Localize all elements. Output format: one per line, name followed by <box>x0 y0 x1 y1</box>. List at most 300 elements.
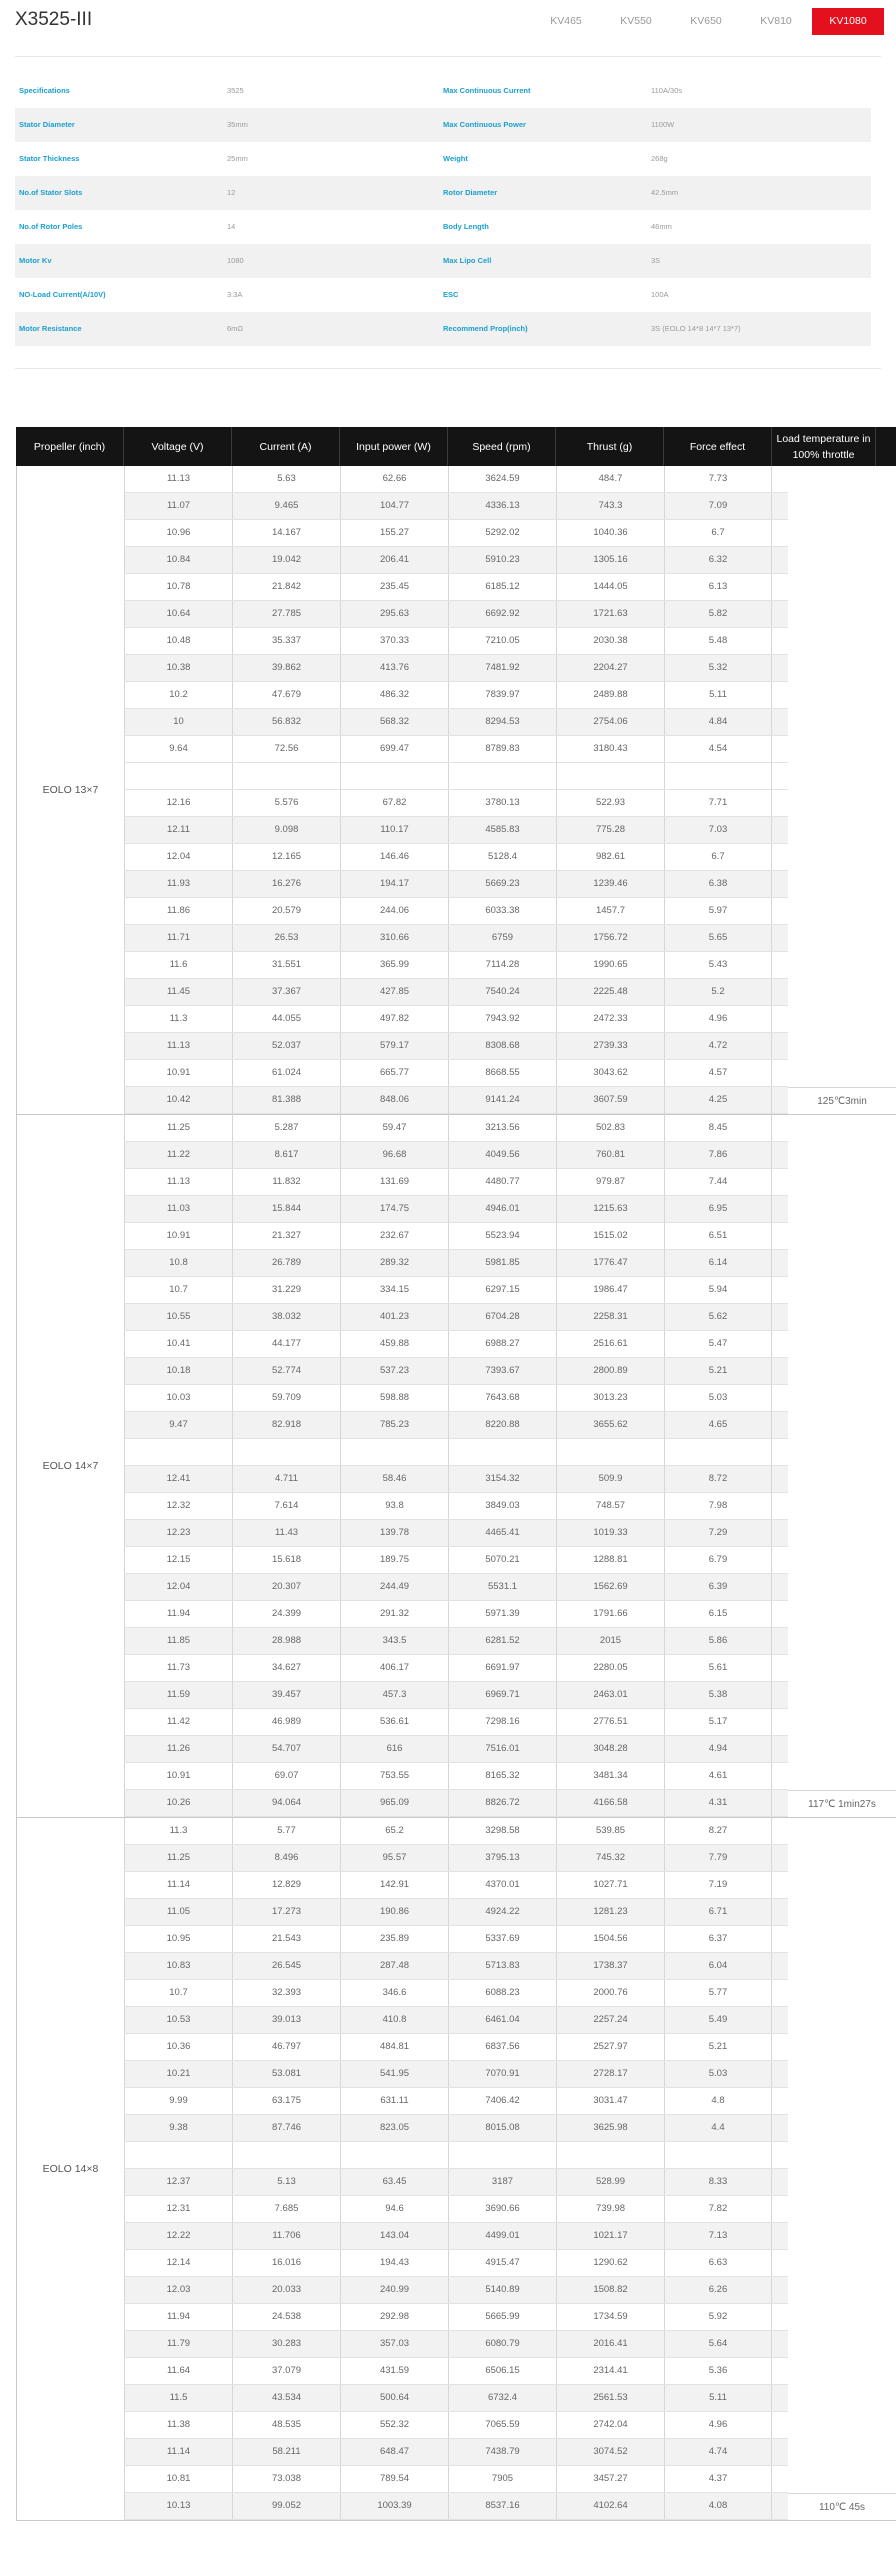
table-cell: 10.7 <box>124 1277 232 1303</box>
table-cell: 7.44 <box>664 1169 772 1195</box>
table-cell: 10.13 <box>124 2493 232 2519</box>
propeller-name: EOLO 14×8 <box>16 1818 124 2520</box>
table-row <box>124 628 788 655</box>
table-cell: 287.48 <box>340 1953 448 1979</box>
table-cell: 7905 <box>448 2466 556 2492</box>
table-cell: 11.64 <box>124 2358 232 2384</box>
table-cell: 39.862 <box>232 655 340 681</box>
spec-value: 25mm <box>227 154 248 163</box>
table-cell: 5531.1 <box>448 1574 556 1600</box>
table-row <box>124 844 788 871</box>
table-cell: 11.86 <box>124 898 232 924</box>
table-cell: 44.055 <box>232 1006 340 1032</box>
table-cell: 5140.89 <box>448 2277 556 2303</box>
table-cell: 537.23 <box>340 1358 448 1384</box>
table-cell: 5.21 <box>664 2034 772 2060</box>
table-row <box>124 2385 788 2412</box>
table-cell: 21.842 <box>232 574 340 600</box>
table-cell: 11.13 <box>124 466 232 492</box>
table-cell: 12.04 <box>124 844 232 870</box>
load-temperature-column <box>788 466 896 1114</box>
table-cell: 12.829 <box>232 1872 340 1898</box>
table-cell: 7.71 <box>664 790 772 816</box>
propeller-name: EOLO 13×7 <box>16 466 124 1114</box>
table-cell: 194.43 <box>340 2250 448 2276</box>
table-cell <box>448 1439 556 1465</box>
table-cell: 12.11 <box>124 817 232 843</box>
table-row <box>124 2331 788 2358</box>
table-cell: 10.64 <box>124 601 232 627</box>
table-cell: 2000.76 <box>556 1980 664 2006</box>
table-cell: 5.03 <box>664 2061 772 2087</box>
table-cell: 5.21 <box>664 1358 772 1384</box>
table-row <box>124 817 788 844</box>
table-cell: 3031.47 <box>556 2088 664 2114</box>
tab-kv650[interactable]: KV650 <box>690 15 722 27</box>
table-cell: 5.13 <box>232 2169 340 2195</box>
table-cell: 131.69 <box>340 1169 448 1195</box>
table-cell: 10.91 <box>124 1763 232 1789</box>
table-cell: 34.627 <box>232 1655 340 1681</box>
spec-value: 14 <box>227 222 236 231</box>
table-cell: 6692.92 <box>448 601 556 627</box>
table-cell: 497.82 <box>340 1006 448 1032</box>
table-cell: 2472.33 <box>556 1006 664 1032</box>
table-cell: 401.23 <box>340 1304 448 1330</box>
table-cell: 1986.47 <box>556 1277 664 1303</box>
table-cell: 5.82 <box>664 601 772 627</box>
table-cell: 155.27 <box>340 520 448 546</box>
table-cell: 568.32 <box>340 709 448 735</box>
table-cell: 11.13 <box>124 1033 232 1059</box>
table-cell: 44.177 <box>232 1331 340 1357</box>
table-cell: 63.45 <box>340 2169 448 2195</box>
table-cell: 8.27 <box>664 1818 772 1844</box>
table-cell: 4.54 <box>664 736 772 762</box>
table-cell: 7438.79 <box>448 2439 556 2465</box>
table-cell: 1290.62 <box>556 2250 664 2276</box>
table-row <box>124 1520 788 1547</box>
table-cell: 46.989 <box>232 1709 340 1735</box>
table-row <box>124 2493 788 2520</box>
spacer-row <box>124 2142 788 2169</box>
table-cell: 12.15 <box>124 1547 232 1573</box>
table-cell: 10.84 <box>124 547 232 573</box>
table-row <box>124 1196 788 1223</box>
table-cell: 343.5 <box>340 1628 448 1654</box>
table-cell: 4.4 <box>664 2115 772 2141</box>
spec-key: Max Continuous Current <box>443 86 531 95</box>
table-cell: 81.388 <box>232 1087 340 1113</box>
table-cell: 4.25 <box>664 1087 772 1113</box>
table-cell: 10.83 <box>124 1953 232 1979</box>
table-cell: 2280.05 <box>556 1655 664 1681</box>
table-row <box>124 1115 788 1142</box>
table-row <box>124 952 788 979</box>
kv-tab-bar <box>530 8 884 35</box>
table-cell: 2739.33 <box>556 1033 664 1059</box>
table-cell: 26.789 <box>232 1250 340 1276</box>
table-cell: 3074.52 <box>556 2439 664 2465</box>
table-cell: 4.61 <box>664 1763 772 1789</box>
table-cell: 12.04 <box>124 1574 232 1600</box>
table-row <box>124 2169 788 2196</box>
table-row <box>124 2439 788 2466</box>
table-cell: 2561.53 <box>556 2385 664 2411</box>
spec-key: Weight <box>443 154 468 163</box>
table-row <box>124 1574 788 1601</box>
table-row <box>124 1926 788 1953</box>
table-cell: 6.71 <box>664 1899 772 1925</box>
table-cell: 2225.48 <box>556 979 664 1005</box>
table-cell: 15.844 <box>232 1196 340 1222</box>
table-cell: 6.32 <box>664 547 772 573</box>
tab-kv1080[interactable]: KV1080 <box>812 8 884 35</box>
table-cell: 6297.15 <box>448 1277 556 1303</box>
table-row <box>124 1006 788 1033</box>
table-row <box>124 574 788 601</box>
header-voltage: Voltage (V) <box>124 427 232 466</box>
table-cell: 7.09 <box>664 493 772 519</box>
table-cell: 552.32 <box>340 2412 448 2438</box>
spacer-row <box>124 1439 788 1466</box>
table-cell: 5.63 <box>232 466 340 492</box>
table-cell: 598.88 <box>340 1385 448 1411</box>
table-cell: 457.3 <box>340 1682 448 1708</box>
table-cell: 11.26 <box>124 1736 232 1762</box>
spec-key: Body Length <box>443 222 489 231</box>
table-cell: 579.17 <box>340 1033 448 1059</box>
table-row <box>124 1412 788 1439</box>
table-cell: 982.61 <box>556 844 664 870</box>
table-cell: 12.41 <box>124 1466 232 1492</box>
table-cell: 11.832 <box>232 1169 340 1195</box>
table-cell: 4.72 <box>664 1033 772 1059</box>
table-cell: 1027.71 <box>556 1872 664 1898</box>
table-cell: 9.64 <box>124 736 232 762</box>
table-cell: 12.31 <box>124 2196 232 2222</box>
table-cell: 539.85 <box>556 1818 664 1844</box>
table-cell: 5.48 <box>664 628 772 654</box>
table-cell: 11.93 <box>124 871 232 897</box>
table-row <box>124 1223 788 1250</box>
table-cell: 7.685 <box>232 2196 340 2222</box>
spec-key: Rotor Diameter <box>443 188 498 197</box>
table-cell: 39.013 <box>232 2007 340 2033</box>
table-cell: 43.534 <box>232 2385 340 2411</box>
table-cell: 6.7 <box>664 844 772 870</box>
table-cell: 4499.01 <box>448 2223 556 2249</box>
table-cell: 11.5 <box>124 2385 232 2411</box>
table-cell: 143.04 <box>340 2223 448 2249</box>
table-cell: 502.83 <box>556 1115 664 1141</box>
table-cell <box>664 1439 772 1465</box>
table-cell: 3690.66 <box>448 2196 556 2222</box>
table-cell: 12.14 <box>124 2250 232 2276</box>
table-cell: 748.57 <box>556 1493 664 1519</box>
table-cell: 3625.98 <box>556 2115 664 2141</box>
table-cell: 1021.17 <box>556 2223 664 2249</box>
table-row <box>124 1872 788 1899</box>
table-cell: 10.18 <box>124 1358 232 1384</box>
table-cell: 699.47 <box>340 736 448 762</box>
table-cell: 1756.72 <box>556 925 664 951</box>
spec-key: Max Continuous Power <box>443 120 526 129</box>
table-cell: 10 <box>124 709 232 735</box>
table-cell: 6185.12 <box>448 574 556 600</box>
table-cell: 7.86 <box>664 1142 772 1168</box>
table-cell: 1776.47 <box>556 1250 664 1276</box>
table-row <box>124 1060 788 1087</box>
table-cell: 8294.53 <box>448 709 556 735</box>
table-cell: 4.711 <box>232 1466 340 1492</box>
table-cell: 93.8 <box>340 1493 448 1519</box>
table-cell: 5.11 <box>664 2385 772 2411</box>
table-cell: 11.59 <box>124 1682 232 1708</box>
table-row <box>124 2412 788 2439</box>
table-cell: 7114.28 <box>448 952 556 978</box>
spec-key: ESC <box>443 290 459 299</box>
table-cell: 1003.39 <box>340 2493 448 2519</box>
table-cell: 146.46 <box>340 844 448 870</box>
specifications-table <box>15 74 871 346</box>
table-cell: 7.79 <box>664 1845 772 1871</box>
table-cell: 8165.32 <box>448 1763 556 1789</box>
table-cell: 370.33 <box>340 628 448 654</box>
table-row <box>124 466 788 493</box>
table-cell: 357.03 <box>340 2331 448 2357</box>
table-row <box>124 1763 788 1790</box>
table-cell: 12.23 <box>124 1520 232 1546</box>
table-cell: 11.07 <box>124 493 232 519</box>
table-cell: 3795.13 <box>448 1845 556 1871</box>
table-cell: 785.23 <box>340 1412 448 1438</box>
table-row <box>124 1142 788 1169</box>
table-cell: 59.709 <box>232 1385 340 1411</box>
spec-key: Stator Diameter <box>19 120 75 129</box>
spec-value: 6mΩ <box>227 324 244 333</box>
table-row <box>124 682 788 709</box>
table-cell: 3298.58 <box>448 1818 556 1844</box>
table-row <box>124 1331 788 1358</box>
table-cell: 4.65 <box>664 1412 772 1438</box>
table-cell: 5.38 <box>664 1682 772 1708</box>
table-cell: 789.54 <box>340 2466 448 2492</box>
table-cell: 235.89 <box>340 1926 448 1952</box>
table-cell: 6.51 <box>664 1223 772 1249</box>
table-cell: 48.535 <box>232 2412 340 2438</box>
table-cell: 11.3 <box>124 1818 232 1844</box>
table-cell: 406.17 <box>340 1655 448 1681</box>
table-cell: 4465.41 <box>448 1520 556 1546</box>
table-header-row <box>16 427 896 466</box>
table-cell: 16.276 <box>232 871 340 897</box>
table-cell: 5.11 <box>664 682 772 708</box>
table-cell: 365.99 <box>340 952 448 978</box>
table-cell: 5.43 <box>664 952 772 978</box>
table-cell: 665.77 <box>340 1060 448 1086</box>
table-row <box>124 520 788 547</box>
table-cell: 12.16 <box>124 790 232 816</box>
table-cell: 87.746 <box>232 2115 340 2141</box>
table-cell: 63.175 <box>232 2088 340 2114</box>
table-cell: 823.05 <box>340 2115 448 2141</box>
table-cell: 5971.39 <box>448 1601 556 1627</box>
table-cell: 6759 <box>448 925 556 951</box>
table-cell: 410.8 <box>340 2007 448 2033</box>
table-cell: 31.551 <box>232 952 340 978</box>
table-cell: 7839.97 <box>448 682 556 708</box>
spec-value: 110A/30s <box>651 86 683 95</box>
table-cell: 2257.24 <box>556 2007 664 2033</box>
header-thrust: Thrust (g) <box>556 427 664 466</box>
load-temperature-value: 117℃ 1min27s <box>788 1790 896 1817</box>
table-cell: 760.81 <box>556 1142 664 1168</box>
table-cell: 2258.31 <box>556 1304 664 1330</box>
table-cell: 139.78 <box>340 1520 448 1546</box>
table-cell: 7406.42 <box>448 2088 556 2114</box>
table-cell <box>124 763 232 789</box>
table-cell: 541.95 <box>340 2061 448 2087</box>
propeller-group <box>16 466 896 1115</box>
table-cell: 6088.23 <box>448 1980 556 2006</box>
table-cell: 5.77 <box>232 1818 340 1844</box>
table-cell: 4.84 <box>664 709 772 735</box>
table-cell: 10.91 <box>124 1060 232 1086</box>
table-cell: 94.064 <box>232 1790 340 1816</box>
table-row <box>124 1601 788 1628</box>
table-cell: 8537.16 <box>448 2493 556 2519</box>
spec-row <box>15 176 871 210</box>
table-cell: 9141.24 <box>448 1087 556 1113</box>
table-cell: 295.63 <box>340 601 448 627</box>
table-cell: 1457.7 <box>556 898 664 924</box>
table-cell: 47.679 <box>232 682 340 708</box>
spec-key: NO-Load Current(A/10V) <box>19 290 106 299</box>
table-row <box>124 493 788 520</box>
table-cell: 5669.23 <box>448 871 556 897</box>
table-cell: 16.016 <box>232 2250 340 2276</box>
table-cell: 21.327 <box>232 1223 340 1249</box>
table-cell: 11.03 <box>124 1196 232 1222</box>
table-cell: 244.49 <box>340 1574 448 1600</box>
spec-value: 3S <box>651 256 661 265</box>
table-cell: 3481.34 <box>556 1763 664 1789</box>
table-cell: 1734.59 <box>556 2304 664 2330</box>
table-cell: 95.57 <box>340 1845 448 1871</box>
table-cell: 289.32 <box>340 1250 448 1276</box>
table-cell: 11.38 <box>124 2412 232 2438</box>
table-cell: 61.024 <box>232 1060 340 1086</box>
table-cell: 7.73 <box>664 466 772 492</box>
tab-kv465[interactable]: KV465 <box>550 15 582 27</box>
table-cell: 3457.27 <box>556 2466 664 2492</box>
table-row <box>124 2304 788 2331</box>
table-cell: 5910.23 <box>448 547 556 573</box>
section-divider <box>15 368 881 369</box>
table-cell: 648.47 <box>340 2439 448 2465</box>
table-cell: 5.61 <box>664 1655 772 1681</box>
table-cell: 52.774 <box>232 1358 340 1384</box>
table-cell: 848.06 <box>340 1087 448 1113</box>
table-cell: 11.14 <box>124 2439 232 2465</box>
table-cell: 616 <box>340 1736 448 1762</box>
table-cell: 5523.94 <box>448 1223 556 1249</box>
table-cell: 4.08 <box>664 2493 772 2519</box>
table-cell: 17.273 <box>232 1899 340 1925</box>
table-cell: 2030.38 <box>556 628 664 654</box>
table-cell: 4924.22 <box>448 1899 556 1925</box>
table-cell: 5.287 <box>232 1115 340 1141</box>
table-cell: 21.543 <box>232 1926 340 1952</box>
table-cell: 19.042 <box>232 547 340 573</box>
table-cell: 2463.01 <box>556 1682 664 1708</box>
table-cell: 10.26 <box>124 1790 232 1816</box>
header-propeller: Propeller (inch) <box>16 427 124 466</box>
propeller-group <box>16 1115 896 1818</box>
table-cell: 2314.41 <box>556 2358 664 2384</box>
tab-kv810[interactable]: KV810 <box>760 15 792 27</box>
table-cell: 5.64 <box>664 2331 772 2357</box>
load-temperature-column <box>788 1115 896 1817</box>
table-cell: 1215.63 <box>556 1196 664 1222</box>
group-rows <box>124 1818 788 2520</box>
tab-kv550[interactable]: KV550 <box>620 15 652 27</box>
table-cell: 11.71 <box>124 925 232 951</box>
table-cell: 5070.21 <box>448 1547 556 1573</box>
spec-row <box>15 278 871 312</box>
performance-table <box>16 427 896 2521</box>
table-cell: 7643.68 <box>448 1385 556 1411</box>
table-cell: 528.99 <box>556 2169 664 2195</box>
table-cell: 8.617 <box>232 1142 340 1168</box>
table-cell: 775.28 <box>556 817 664 843</box>
table-cell: 5.77 <box>664 1980 772 2006</box>
table-cell: 206.41 <box>340 547 448 573</box>
table-row <box>124 2466 788 2493</box>
spec-key: Specifications <box>19 86 70 95</box>
table-row <box>124 1655 788 1682</box>
propeller-group <box>16 1818 896 2521</box>
table-cell: 1444.05 <box>556 574 664 600</box>
table-cell: 3013.23 <box>556 1385 664 1411</box>
header-speed: Speed (rpm) <box>448 427 556 466</box>
spec-key: Motor Kv <box>19 256 52 265</box>
table-cell: 69.07 <box>232 1763 340 1789</box>
table-cell: 3849.03 <box>448 1493 556 1519</box>
table-cell: 1791.66 <box>556 1601 664 1627</box>
table-cell: 3607.59 <box>556 1087 664 1113</box>
table-cell: 20.307 <box>232 1574 340 1600</box>
spec-row <box>15 74 871 108</box>
table-cell: 7.19 <box>664 1872 772 1898</box>
table-row <box>124 1493 788 1520</box>
table-cell: 10.91 <box>124 1223 232 1249</box>
table-cell: 965.09 <box>340 1790 448 1816</box>
table-cell: 11.85 <box>124 1628 232 1654</box>
table-cell: 5.94 <box>664 1277 772 1303</box>
table-cell: 1721.63 <box>556 601 664 627</box>
table-cell <box>664 763 772 789</box>
table-cell: 11.6 <box>124 952 232 978</box>
table-cell: 6988.27 <box>448 1331 556 1357</box>
table-cell: 6.95 <box>664 1196 772 1222</box>
table-cell: 4480.77 <box>448 1169 556 1195</box>
table-row <box>124 1953 788 1980</box>
table-cell: 11.73 <box>124 1655 232 1681</box>
propeller-name: EOLO 14×7 <box>16 1115 124 1817</box>
table-cell: 5.47 <box>664 1331 772 1357</box>
